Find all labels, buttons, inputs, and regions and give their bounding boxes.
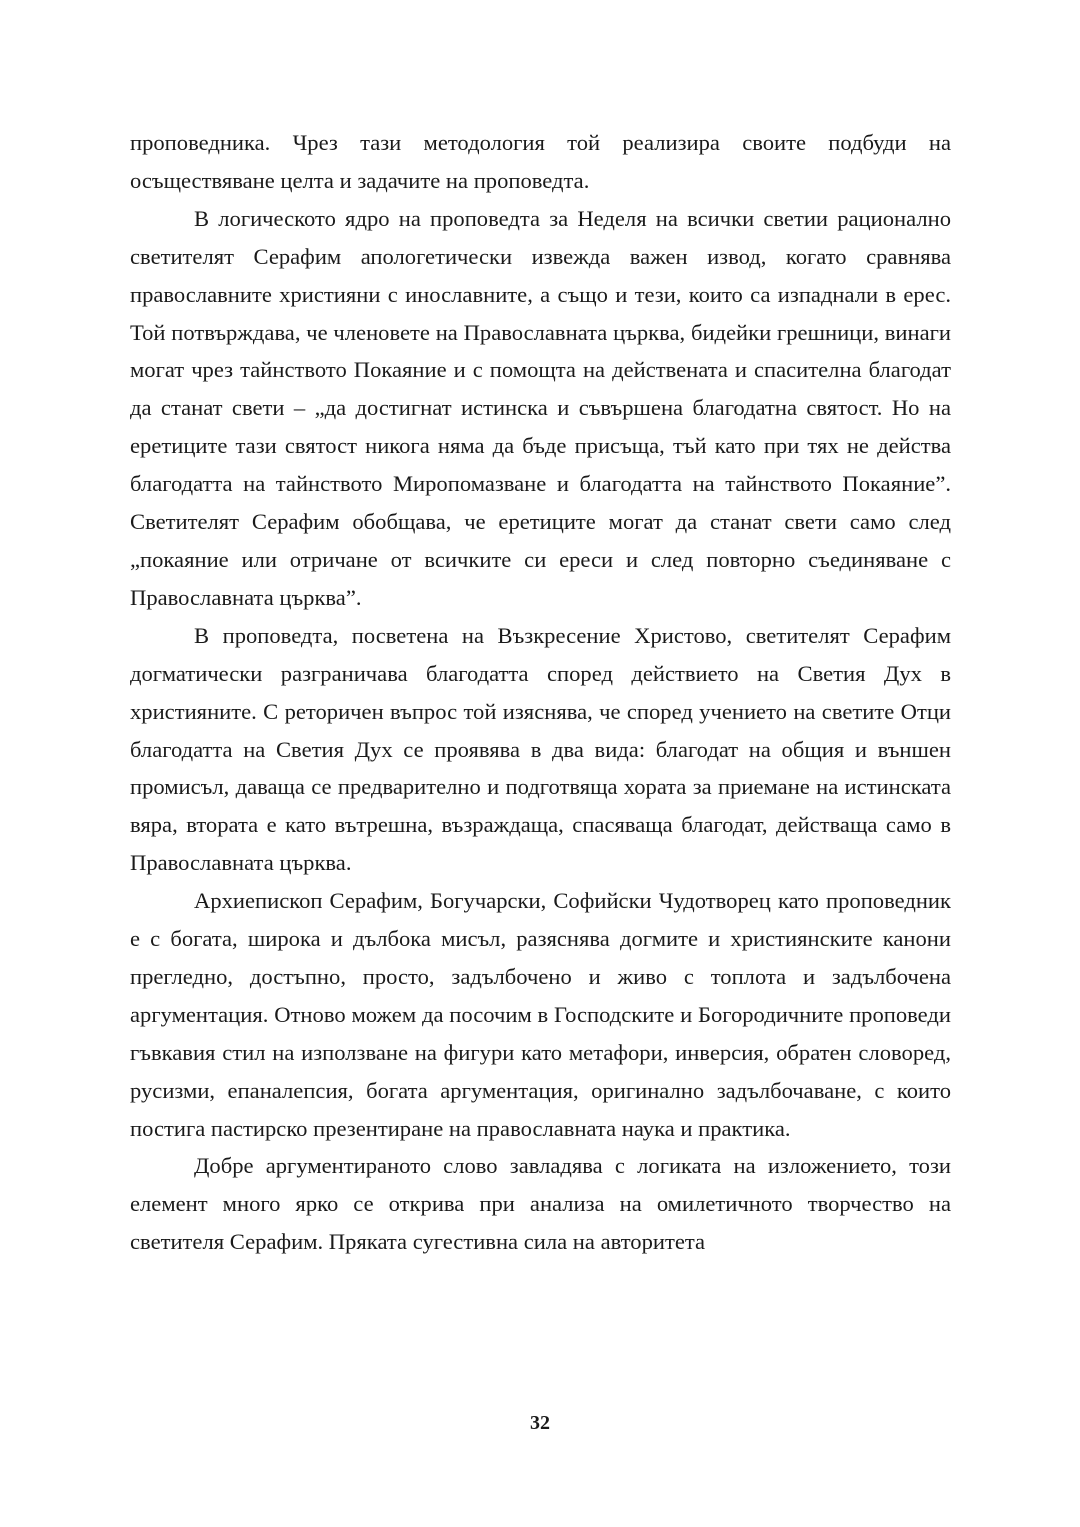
paragraph-5: Добре аргументираното слово завладява с логиката на изложението, този елемент много ярко се открива при анализа на омилетичното творчество на светителя Серафим. Пряката сугестивна сила на авторитета	[130, 1153, 951, 1255]
paragraph-2: В логическото ядро на проповедта за Неделя на всички светии рационално светителят Серафим апологетически извежда важен извод, когато сравнява православните християни с инославните, а също и тези, които са изпаднали в ерес. Той потвърждава, че членовете на Православната църква, бидейки грешници, винаги могат чрез тайнството Покаяние и с помощта на действената и спасителна благодат да станат свети – „да достигнат истинска и съвършена благодатна святост. Но на еретиците тази святост никога няма да бъде присъща, тъй като при тях не действа благодатта на тайнството Миропомазване и благодатта на тайнството Покаяние”. Светителят Серафим обобщава, че еретиците могат да станат свети само след „покаяние или отричане от всичките си ереси и след повторно съединяване с Православната църква”.	[130, 205, 951, 610]
page-number: 32	[530, 1412, 550, 1434]
paragraph-4: Архиепископ Серафим, Богучарски, Софийски Чудотворец като проповедник е с богата, широка и дълбока мисъл, разяснява догмите и християнските канони прегледно, достъпно, просто, задълбочено и живо с топлота и задълбочена аргументация. Отново можем да посочим в Господските и Богородичните проповеди гъвкавия стил на използване на фигури като метафори, инверсия, обратен словоред, русизми, епаналепсия, богата аргументация, оригинално задълбочаване, с които постига пастирско презентиране на православната наука и практика.	[130, 888, 951, 1141]
document-body	[130, 124, 951, 1261]
paragraph-1: проповедника. Чрез тази методология той реализира своите подбуди на осъществяване целта и задачите на проповедта.	[130, 130, 951, 193]
paragraph-3: В проповедта, посветена на Възкресение Христово, светителят Серафим догматически разграничава благодатта според действието на Светия Дух в християните. С реторичен въпрос той изяснява, че според учението на светите Отци благодатта на Светия Дух се проявява в два вида: благодат на общия и външен промисъл, даваща се предварително и подготвяща хората за приемане на истинската вяра, втората е като вътрешна, възраждаща, спасяваща благодат, действаща само в Православната църква.	[130, 622, 951, 876]
